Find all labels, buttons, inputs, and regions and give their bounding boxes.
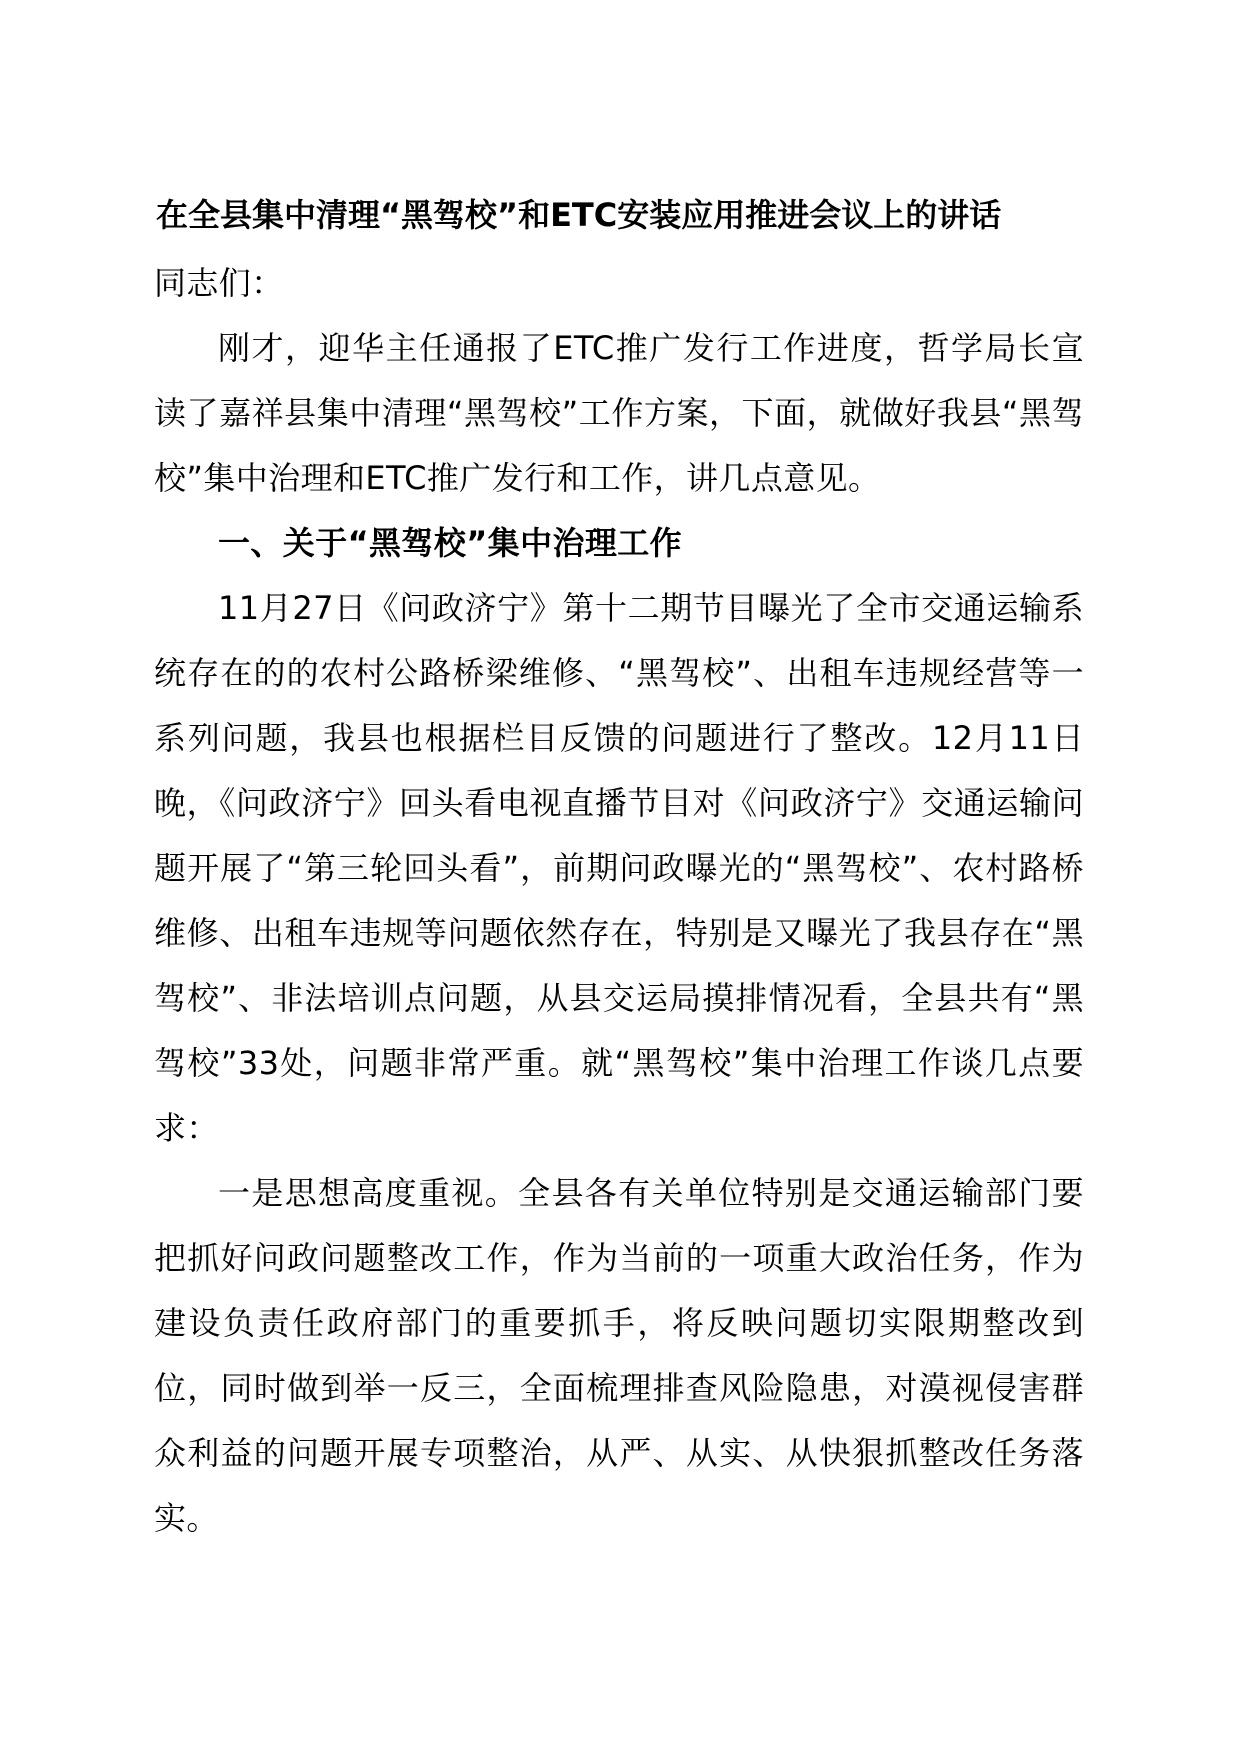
salutation: 同志们：	[154, 264, 284, 302]
requirement-paragraph: 一是思想高度重视。全县各有关单位特别是交通运输部门要把抓好问政问题整改工作，作为当前的一项重大政治任务，作为建设负责任政府部门的重要抓手，将反映问题切实限期整改到位，同时做到举一反三，全面梳理排查风险隐患，对漠视侵害群众利益的问题开展专项整治，从严、从实、从快狠抓整改任务落实。	[154, 1174, 1084, 1537]
document-title: 在全县集中清理“黑驾校”和ETC安装应用推进会议上的讲话	[156, 196, 1002, 234]
section-paragraph: 11月27日《问政济宁》第十二期节目曝光了全市交通运输系统存在的的农村公路桥梁维修、“黑驾校”、出租车违规经营等一系列问题，我县也根据栏目反馈的问题进行了整改。12月11日晚，《问政济宁》回头看电视直播节目对《问政济宁》交通运输问题开展了“第三轮回头看”，前期问政曝光的“黑驾校”、农村路桥维修、出租车违规等问题依然存在，特别是又曝光了我县存在“黑驾校”、非法培训点问题，从县交运局摸排情况看，全县共有“黑驾校”33处，问题非常严重。就“黑驾校”集中治理工作谈几点要求：	[154, 589, 1084, 1147]
intro-paragraph: 刚才，迎华主任通报了ETC推广发行工作进度，哲学局长宣读了嘉祥县集中清理“黑驾校”工作方案，下面，就做好我县“黑驾校”集中治理和ETC推广发行和工作，讲几点意见。	[154, 329, 1084, 497]
document-body	[154, 251, 1084, 1551]
section-heading: 一、关于“黑驾校”集中治理工作	[218, 524, 683, 562]
